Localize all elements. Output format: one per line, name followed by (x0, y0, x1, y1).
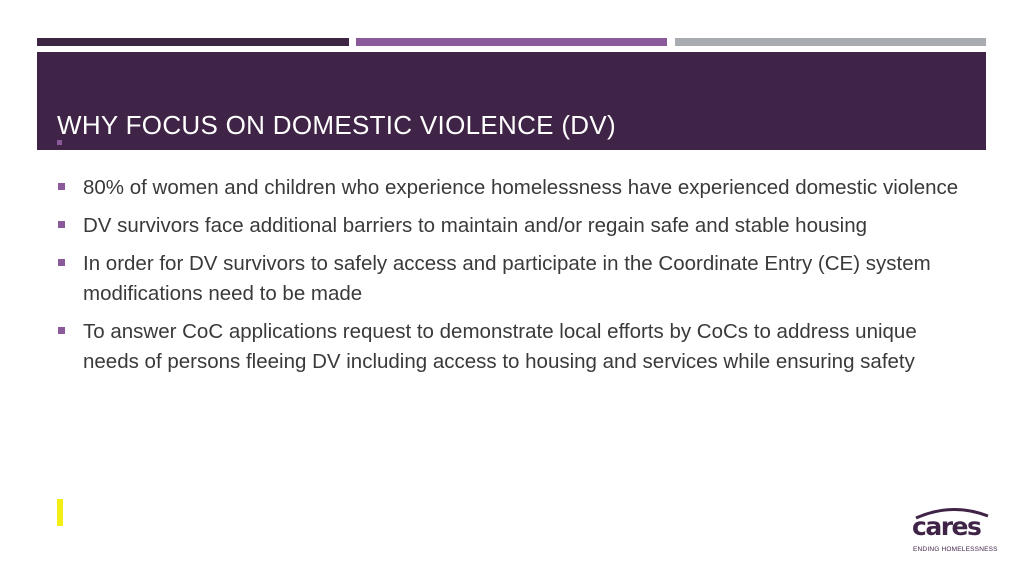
top-accent-bar-dark (37, 38, 349, 46)
bullet-text: DV survivors face additional barriers to maintain and/or regain safe and stable housing (83, 214, 867, 237)
cares-logo (910, 506, 998, 556)
title-band (37, 52, 986, 150)
yellow-highlight-mark (57, 499, 63, 526)
square-bullet-icon (58, 221, 65, 228)
logo-tagline: ENDING HOMELESSNESS (913, 546, 998, 553)
top-accent-bar-gray (675, 38, 986, 46)
logo-wordmark: cares (912, 512, 981, 541)
bullet-list (58, 173, 968, 385)
slide-title: WHY FOCUS ON DOMESTIC VIOLENCE (DV) (57, 110, 616, 140)
square-bullet-icon (58, 327, 65, 334)
bullet-item (58, 211, 968, 241)
bullet-item (58, 173, 968, 203)
title-bullet-marker (57, 140, 62, 145)
bullet-text: To answer CoC applications request to demonstrate local efforts by CoCs to address unique needs of persons fleeing DV including access to housing and services while ensuring safety (83, 320, 917, 373)
bullet-text: In order for DV survivors to safely access and participate in the Coordinate Entry (CE) system modifications need to be made (83, 252, 931, 305)
square-bullet-icon (58, 183, 65, 190)
bullet-item (58, 249, 968, 309)
square-bullet-icon (58, 259, 65, 266)
top-accent-bar-purple (356, 38, 667, 46)
bullet-item (58, 317, 968, 377)
bullet-text: 80% of women and children who experience homelessness have experienced domestic violence (83, 176, 959, 199)
